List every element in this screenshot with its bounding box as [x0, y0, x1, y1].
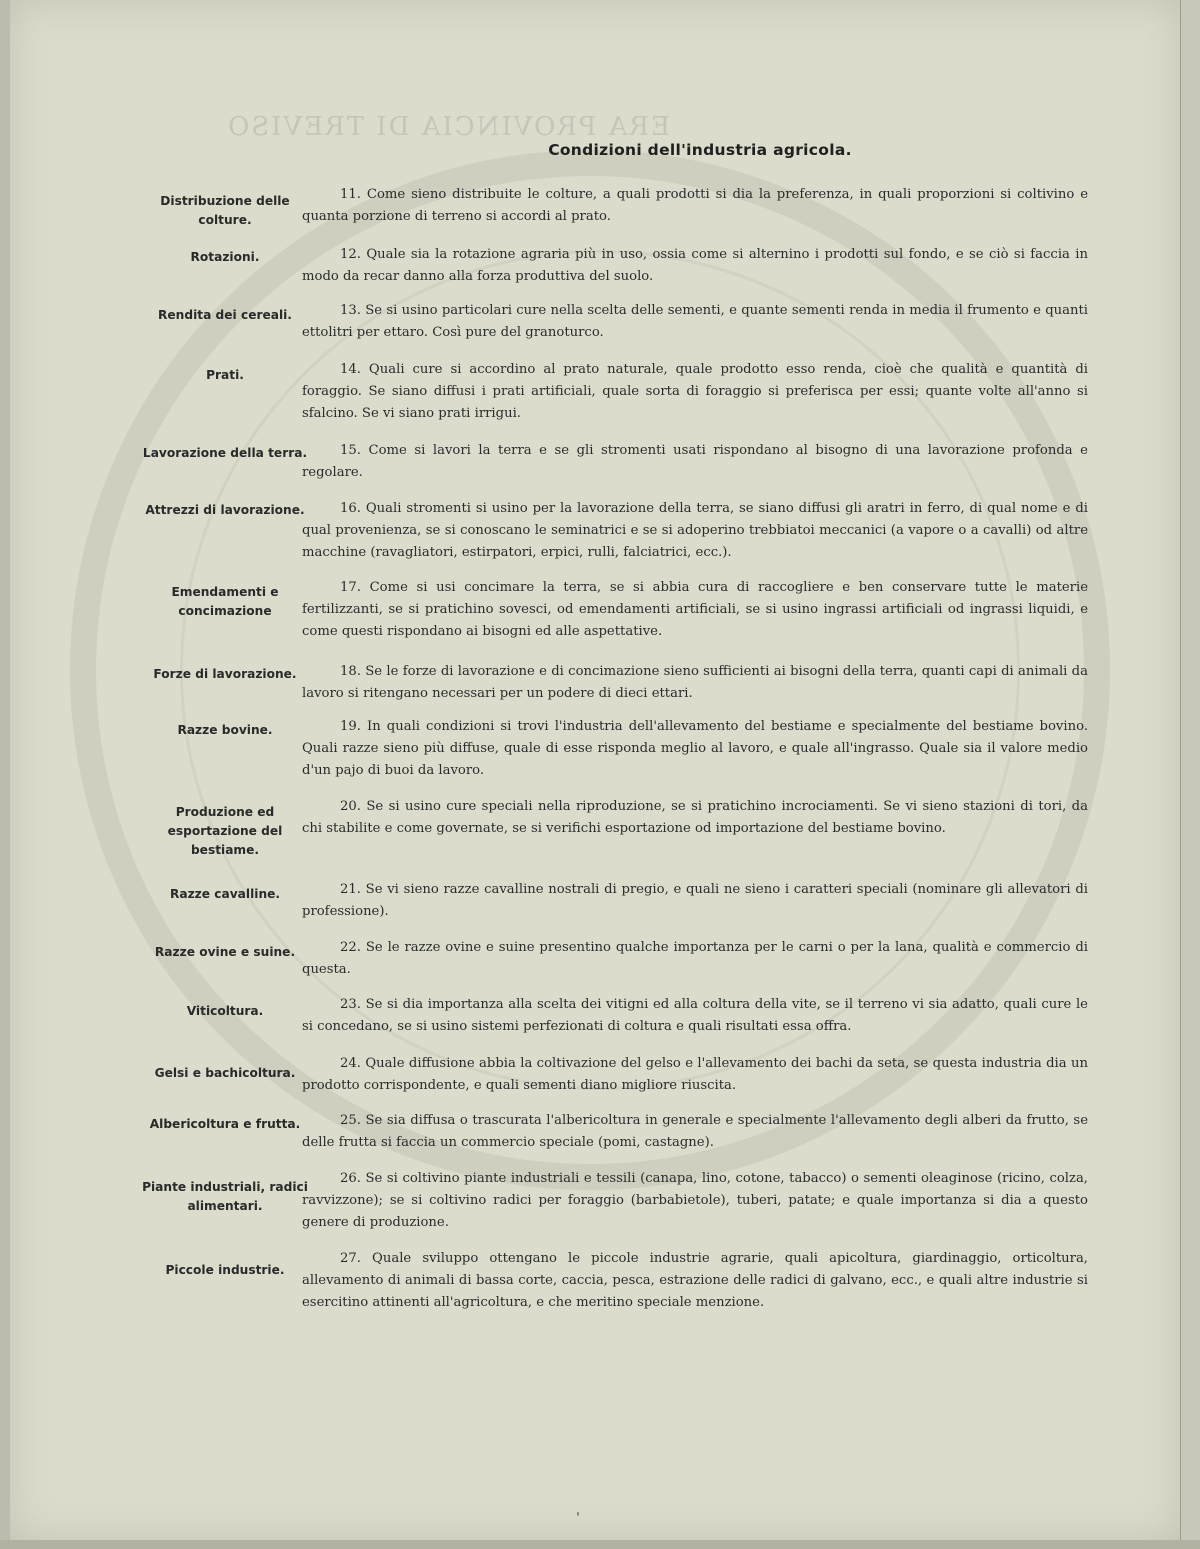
page-edge: [1180, 0, 1200, 1549]
question-19: 19. In quali condizioni si trovi l'industria dell'allevamento del bestiame e specialmente del bestiame bovino. Quali razze sieno più diffuse, quale di esse risponda meglio al lavoro, e quale all'ingrasso. Quale sia il valore medio d'un pajo di buoi da lavoro.: [302, 719, 1088, 778]
ink-speck: ˌ: [576, 1502, 580, 1518]
side-label-frutta: Albericoltura e frutta.: [149, 1117, 301, 1131]
question-24: 24. Quale diffusione abbia la coltivazione del gelso e l'allevamento dei bachi da seta, se questa industria dia un prodotto corrispondente, e quali sementi diano migliore riuscita.: [302, 1056, 1088, 1093]
side-label-viticoltura: Viticoltura.: [186, 1004, 264, 1018]
question-23: 23. Se si dia importanza alla scelta dei vitigni ed alla coltura della vite, se il terreno vi sia adatto, quali cure le si concedano, se si usino sistemi perfezionati di coltura e quali risultati essa offra.: [302, 997, 1088, 1034]
side-label-bestiame: Produzione ed esportazione del bestiame.: [167, 805, 283, 857]
side-label-bovine: Razze bovine.: [177, 723, 273, 737]
question-21: 21. Se vi sieno razze cavalline nostrali di pregio, e quali ne sieno i caratteri speciali (nominare gli allevatori di professione).: [302, 882, 1088, 919]
question-27: 27. Quale sviluppo ottengano le piccole industrie agrarie, quali apicoltura, giardinaggio, orticoltura, allevamento di animali di bassa corte, caccia, pesca, estrazione delle radici di galvano, ecc., e quali altre industrie si esercitino attinenti all'agricoltura, e che meritino speciale menzione.: [302, 1251, 1088, 1310]
question-15: 15. Come si lavori la terra e se gli stromenti usati rispondano al bisogno di una lavorazione profonda e regolare.: [302, 443, 1088, 480]
side-label-rotazioni: Rotazioni.: [190, 250, 260, 264]
side-label-forze: Forze di lavorazione.: [153, 667, 297, 681]
question-25: 25. Se sia diffusa o trascurata l'albericoltura in generale e specialmente l'allevamento degli alberi da frutto, se delle frutta si faccia un commercio speciale (pomi, castagne).: [302, 1113, 1088, 1150]
question-14: 14. Quali cure si accordino al prato naturale, quale prodotto esso renda, cioè che qualità e quantità di foraggio. Se siano diffusi i prati artificiali, quale sorta di foraggio si preferisca per essi; quante volte all'anno si sfalcino. Se vi siano prati irrigui.: [302, 362, 1088, 421]
stamp-bleed-text: ERA PROVINCIA DI TREVISO: [226, 112, 670, 142]
question-26: 26. Se si coltivino piante industriali e tessili (canapa, lino, cotone, tabacco) o sementi oleaginose (ricino, colza, ravvizzone); se si coltivino radici per foraggio (barbabietole), tuberi, patate; e quale importanza si dia a questo genere di produzione.: [302, 1171, 1088, 1230]
question-11: 11. Come sieno distribuite le colture, a quali prodotti si dia la preferenza, in quali proporzioni si coltivino e quanta porzione di terreno si accordi al prato.: [302, 187, 1088, 224]
question-12: 12. Quale sia la rotazione agraria più in uso, ossia come si alternino i prodotti sul fondo, e se ciò si faccia in modo da recar danno alla forza produttiva del suolo.: [302, 247, 1088, 284]
side-label-piccole: Piccole industrie.: [165, 1263, 285, 1277]
side-label-cereali: Rendita dei cereali.: [158, 308, 292, 322]
question-17: 17. Come si usi concimare la terra, se si abbia cura di raccogliere e ben conservare tutte le materie fertilizzanti, se si pratichino sovesci, od emendamenti artificiali, se si usino ingrassi artificiali od ingrassi liquidi, e come questi rispondano ai bisogni ed alle aspettative.: [302, 580, 1088, 639]
question-18: 18. Se le forze di lavorazione e di concimazione sieno sufficienti ai bisogni della terra, quanti capi di animali da lavoro si ritengano necessari per un podere di dieci ettari.: [302, 664, 1088, 701]
side-label-bachicoltura: Gelsi e bachicoltura.: [154, 1066, 296, 1080]
side-label-cavalline: Razze cavalline.: [169, 887, 281, 901]
side-label-colture: Distribuzione delle colture.: [160, 194, 290, 227]
question-22: 22. Se le razze ovine e suine presentino qualche importanza per le carni o per la lana, qualità e commercio di questa.: [302, 940, 1088, 977]
side-label-ovine: Razze ovine e suine.: [154, 945, 296, 959]
side-label-concimazione: Emendamenti e concimazione: [171, 585, 279, 618]
page-bottom-edge: [0, 1540, 1200, 1549]
page-heading: Condizioni dell'industria agricola.: [548, 141, 852, 159]
question-13: 13. Se si usino particolari cure nella scelta delle sementi, e quante sementi renda in media il frumento e quanti ettolitri per ettaro. Così pure del granoturco.: [302, 303, 1088, 340]
question-20: 20. Se si usino cure speciali nella riproduzione, se si pratichino incrociamenti. Se vi sieno stazioni di tori, da chi stabilite e come governate, se si verifichi esportazione od importazione del bestiame bovino.: [302, 799, 1088, 836]
side-label-lavorazione: Lavorazione della terra.: [142, 446, 308, 460]
question-16: 16. Quali stromenti si usino per la lavorazione della terra, se siano diffusi gli aratri in ferro, di qual nome e di qual provenienza, se si conoscano le seminatrici e se si adoperino trebbiatoi meccanici (a vapore o a cavalli) od altre macchine (ravagliatori, estirpatori, erpici, rulli, falciatrici, ecc.).: [302, 501, 1088, 560]
side-label-prati: Prati.: [206, 368, 244, 382]
side-label-piante: Piante industriali, radici alimentari.: [142, 1180, 308, 1213]
side-label-attrezzi: Attrezzi di lavorazione.: [145, 503, 305, 517]
